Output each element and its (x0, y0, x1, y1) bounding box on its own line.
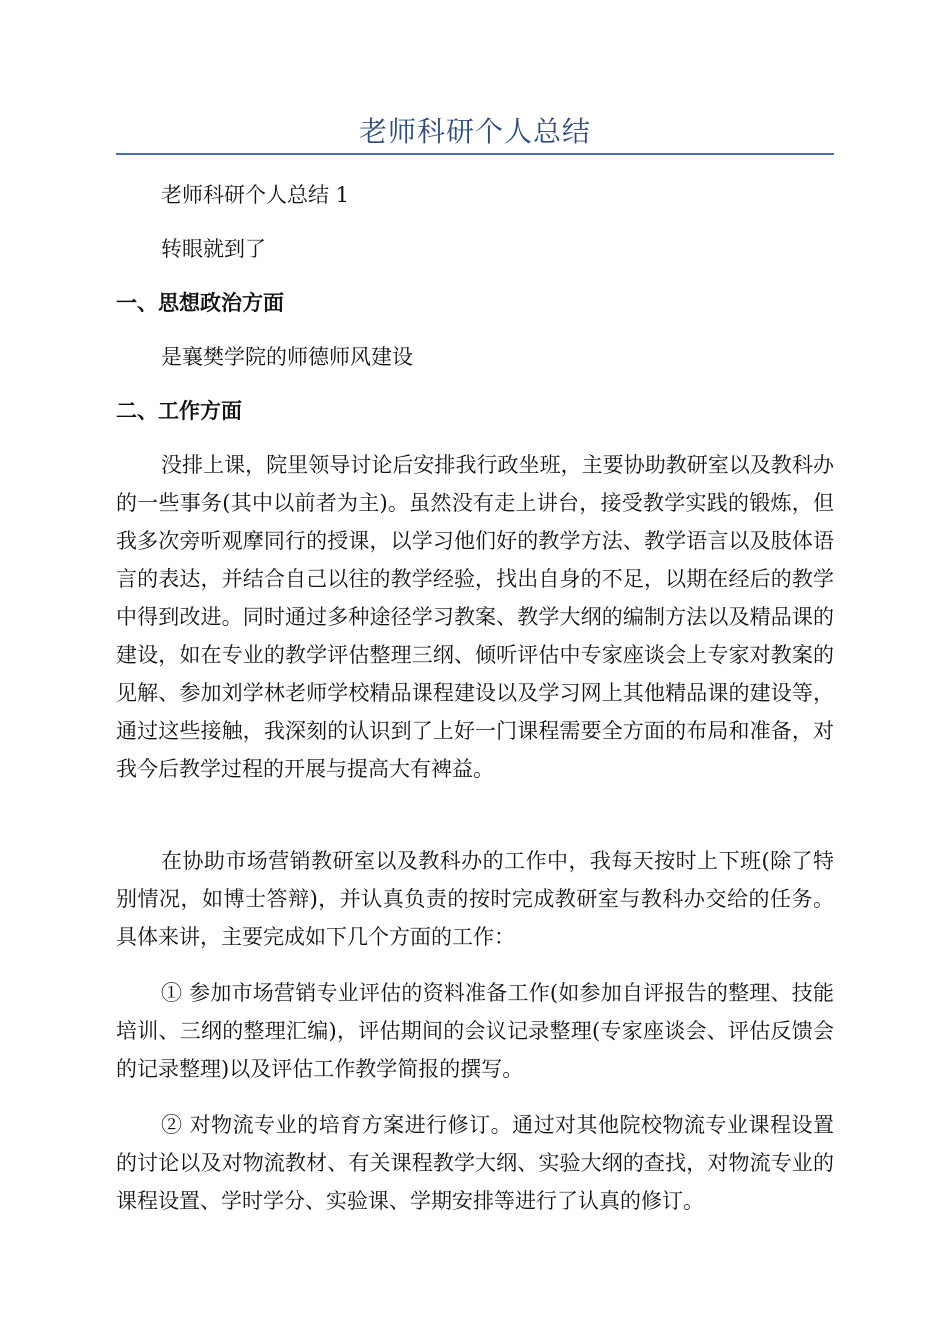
work-paragraph-1: 没排上课，院里领导讨论后安排我行政坐班，主要协助教研室以及教科办的一些事务(其中以前者为主)。虽然没有走上讲台，接受教学实践的锻炼，但我多次旁听观摩同行的授课，以学习他们好的教学方法、教学语言以及肢体语言的表达，并结合自己以往的教学经验，找出自身的不足，以期在经后的教学中得到改进。同时通过多种途径学习教案、教学大纲的编制方法以及精品课的建设，如在专业的教学评估整理三纲、倾听评估中专家座谈会上专家对教案的见解、参加刘学林老师学校精品课程建设以及学习网上其他精品课的建设等，通过这些接触，我深刻的认识到了上好一门课程需要全方面的布局和准备，对我今后教学过程的开展与提高大有裨益。 (116, 453, 834, 781)
section-heading-work: 二、工作方面 (116, 399, 242, 423)
work-item-1: ① 参加市场营销专业评估的资料准备工作(如参加自评报告的整理、技能培训、三纲的整理汇编)，评估期间的会议记录整理(专家座谈会、评估反馈会的记录整理)以及评估工作教学简报的撰写。 (116, 981, 834, 1081)
section-heading-politics: 一、思想政治方面 (116, 291, 284, 315)
section-politics-text: 是襄樊学院的师德师风建设 (161, 345, 413, 369)
document-title: 老师科研个人总结 (358, 115, 591, 148)
work-item-2: ② 对物流专业的培育方案进行修订。通过对其他院校物流专业课程设置的讨论以及对物流教材、有关课程教学大纲、实验大纲的查找，对物流专业的课程设置、学时学分、实验课、学期安排等进行了认真的修订。 (116, 1113, 834, 1213)
title-underline (116, 153, 834, 155)
subtitle: 老师科研个人总结 1 (161, 183, 350, 207)
intro-paragraph: 转眼就到了 (161, 237, 266, 261)
work-paragraph-2: 在协助市场营销教研室以及教科办的工作中，我每天按时上下班(除了特别情况，如博士答辩)，并认真负责的按时完成教研室与教科办交给的任务。具体来讲，主要完成如下几个方面的工作： (116, 849, 834, 949)
